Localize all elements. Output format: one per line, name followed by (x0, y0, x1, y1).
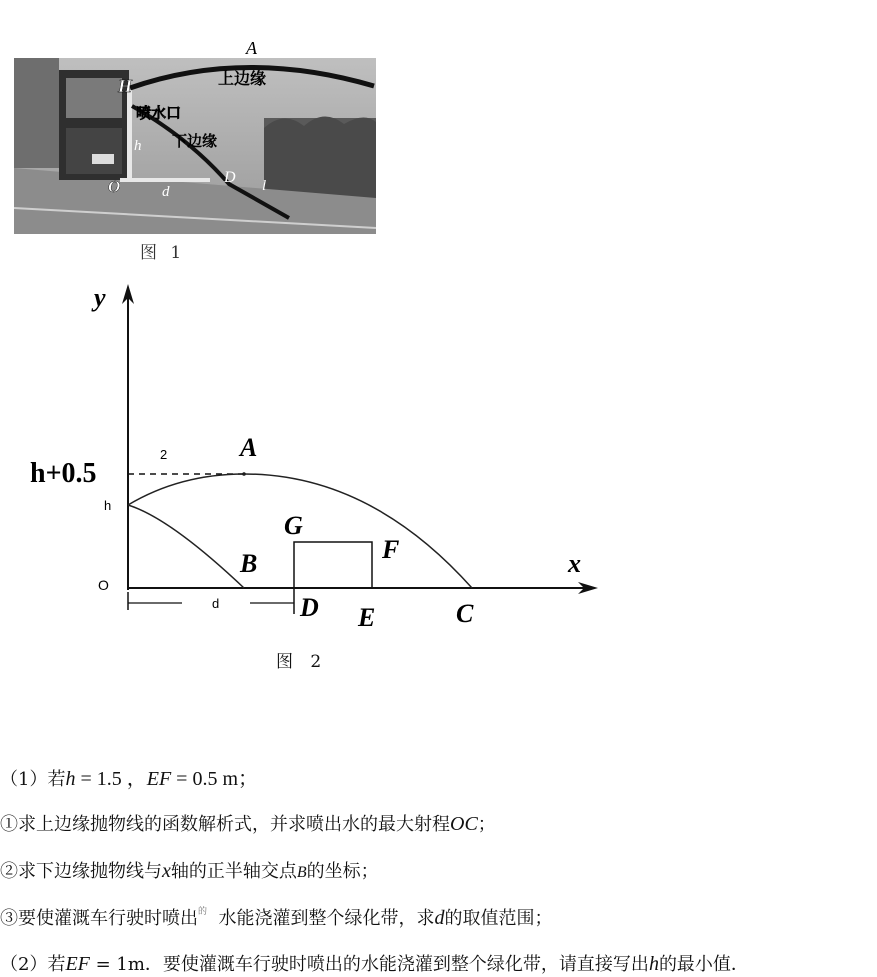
q1-3-pre: ③要使灌溉车行驶时喷出 (0, 908, 198, 929)
q1-2-mid: 轴的正半轴交点 (170, 861, 297, 882)
fig1-label-lower-edge: 下边缘 (172, 132, 218, 150)
question-1 (0, 762, 258, 791)
fig1-label-H: H (118, 76, 133, 96)
q1-2-var-B: B (296, 864, 307, 881)
q1-eq2: = 0.5 m； (171, 768, 259, 790)
point-label-B: B (240, 549, 258, 578)
fig1-label-upper-edge: 上边缘 (218, 69, 267, 88)
q2-var-h: h (648, 953, 659, 975)
fig1-label-A: A (246, 38, 257, 58)
q1-var-h: h (65, 768, 76, 790)
figure-1-caption: 图 1 (140, 243, 186, 263)
q1-3-end: 的取值范围； (444, 908, 553, 929)
label-2: 2 (160, 447, 168, 462)
figure-2-diagram (0, 270, 640, 690)
label-O: O (98, 577, 109, 593)
q1-var-EF: EF (146, 768, 172, 790)
axis-label-x: x (568, 549, 581, 578)
q1-3-var-d: d (434, 907, 445, 929)
q1-eq1: = 1.5 ， (75, 768, 147, 790)
q1-prefix: （1）若 (0, 769, 66, 790)
q1-1-var-OC: OC (450, 813, 478, 835)
label-h-plus-half: h+0.5 (30, 458, 97, 489)
q1-1-text: ①求上边缘抛物线的函数解析式，并求喷出水的最大射程 (0, 814, 450, 835)
fig1-label-h: h (134, 138, 142, 154)
q2-var-EF: EF (65, 953, 90, 975)
fig1-label-D: D (224, 169, 236, 186)
q1-3-mid: 水能浇灌到整个绿化带，求 (218, 908, 435, 929)
question-1-part-1 (0, 810, 496, 836)
q2-end: 的最小值． (658, 954, 749, 975)
q1-1-end: ； (477, 814, 496, 835)
question-1-part-3 (0, 904, 552, 930)
q2-eq: = 1m．要使灌溉车行驶时喷出的水能浇灌到整个绿化带，请直接写出 (89, 954, 649, 975)
label-h: h (104, 498, 112, 513)
fig1-label-l: l (262, 178, 267, 194)
point-label-E: E (358, 603, 376, 632)
axis-label-y: y (94, 283, 106, 312)
fig1-label-d: d (162, 184, 170, 200)
question-2 (0, 950, 749, 976)
q2-prefix: （2）若 (0, 954, 66, 975)
q1-2-var-x: x (162, 860, 171, 882)
point-label-D: D (300, 593, 319, 622)
label-d: d (212, 596, 220, 611)
q1-2-pre: ②求下边缘抛物线与 (0, 861, 162, 882)
lower-parabola (128, 505, 244, 588)
point-label-G: G (284, 511, 303, 540)
point-label-F: F (382, 535, 400, 564)
question-1-part-2 (0, 857, 379, 883)
fig1-label-O: O (108, 177, 121, 196)
point-label-C: C (456, 599, 474, 628)
q1-2-end: 的坐标； (306, 861, 379, 882)
figure-1-photo (14, 38, 376, 234)
green-belt-rect (294, 542, 372, 588)
figure-2-caption: 图 2 (276, 652, 328, 672)
fig1-label-nozzle: 喷水口 (136, 104, 182, 122)
point-label-A: A (240, 433, 258, 462)
q1-3-mark: 的 (198, 907, 208, 917)
